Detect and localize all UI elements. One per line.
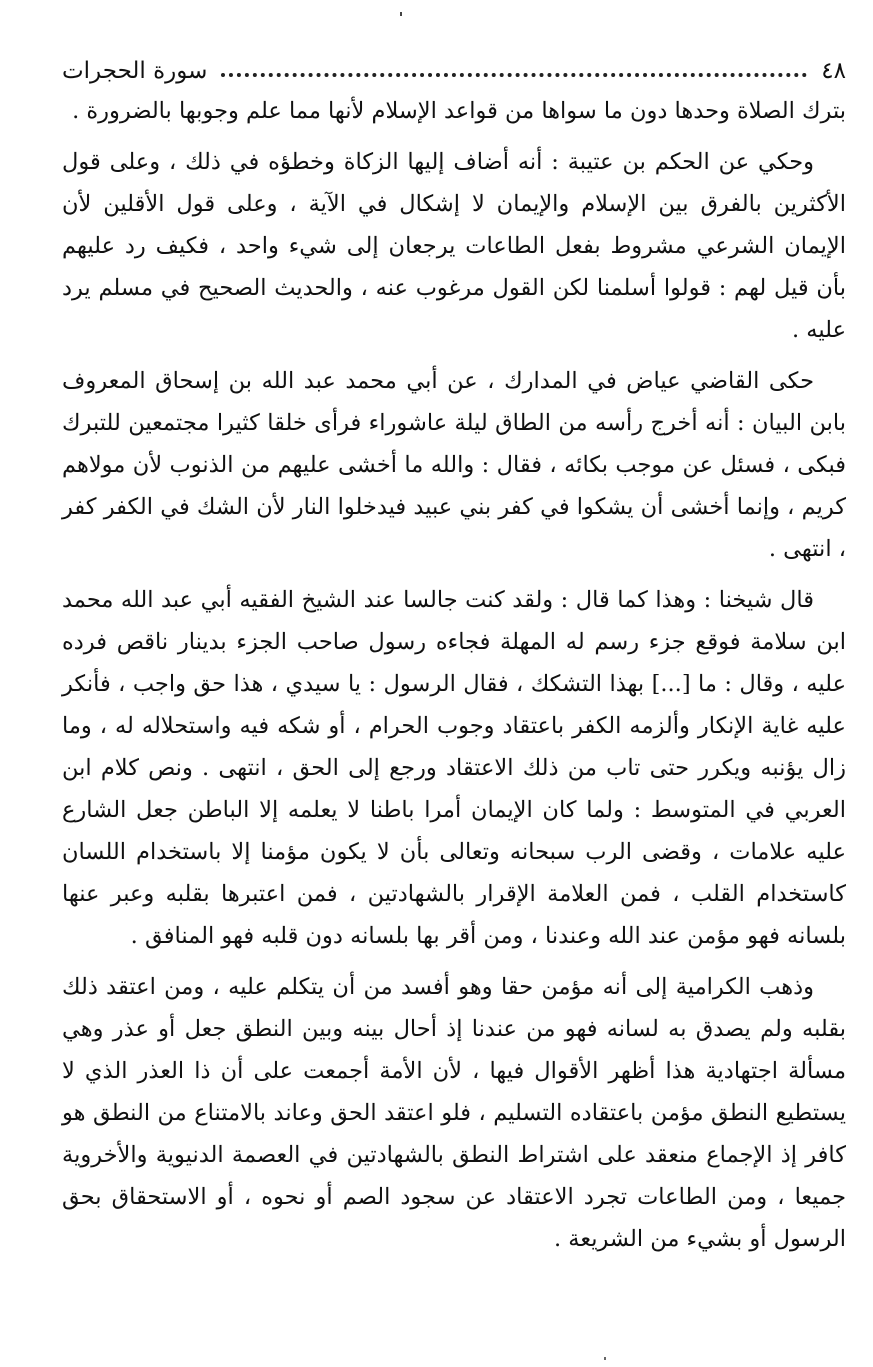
paragraph-4: قال شيخنا : وهذا كما قال : ولقد كنت جالسا عند الشيخ الفقيه أبي عبد الله محمد ابن سلامة فوقع جزء رسم له المهلة فجاءه رسول صاحب الجزء بدينار ناقص فرده عليه ، وقال : ما [...] بهذا التشكك ، فقال الرسول : يا سيدي ، هذا حق واجب ، فأنكر عليه غاية الإنكار وألزمه الكفر باعتقاد وجوب الحرام ، أو شكه فيه واستحلاله له ، وما زال يؤنبه ويكرر حتى تاب من ذلك الاعتقاد ورجع إلى الحق ، انتهى . ونص كلام ابن العربي في المتوسط : ولما كان الإيمان أمرا باطنا لا يعلمه إلا الباطن جعل الشارع عليه علامات ، وقضى الرب سبحانه وتعالى بأن لا يكون مؤمنا إلا باستخدام اللسان كاستخدام القلب ، فمن العلامة الإقرار بالشهادتين ، فمن اعتبرها بقلبه وعبر عنها بلسانه فهو مؤمن عند الله وعندنا ، ومن أقر بها بلسانه دون قلبه فهو المنافق . [62,587,846,949]
page-body [62,90,846,1260]
surah-title: سورة الحجرات [62,58,208,84]
page-number: ٤٨ [821,58,846,84]
header-dotted-leader [221,73,807,77]
paragraph-3: حكى القاضي عياض في المدارك ، عن أبي محمد عبد الله بن إسحاق المعروف بابن البيان : أنه أخرج رأسه من الطاق ليلة عاشوراء فرأى خلقا كثيرا مجتمعين للتبرك فبكى ، فسئل عن موجب بكائه ، فقال : والله ما أخشى عليهم من الذنوب لأن مولاهم كريم ، وإنما أخشى أن يشكوا في كفر بني عبيد فيدخلوا النار لأن الشك في الكفر كفر ، انتهى . [62,368,846,562]
paragraph-1: بترك الصلاة وحدها دون ما سواها من قواعد الإسلام لأنها مما علم وجوبها بالضرورة . [72,98,846,124]
page-header [62,52,846,90]
scan-mark-top [400,12,402,16]
paragraph-5: وذهب الكرامية إلى أنه مؤمن حقا وهو أفسد من أن يتكلم عليه ، ومن اعتقد ذلك بقلبه ولم يصدق به لسانه فهو من عندنا إذ أحال بينه وبين النطق جعل أو عذر وهي مسألة اجتهادية هذا أظهر الأقوال فيها ، لأن الأمة أجمعت على أن ذا العذر الذي لا يستطيع النطق مؤمن باعتقاده التسليم ، فلو اعتقد الحق وعاند بالامتناع من النطق هو كافر إذ الإجماع منعقد على اشتراط النطق بالشهادتين في العصمة الدنيوية والأخروية جميعا ، ومن الطاعات تجرد الاعتقاد عن سجود الصم أو نحوه ، أو الاستحقاق بحق الرسول أو بشيء من الشريعة . [62,974,846,1252]
scan-mark-bottom [604,1357,606,1360]
book-page [62,52,846,1260]
paragraph-2: وحكي عن الحكم بن عتيبة : أنه أضاف إليها الزكاة وخطؤه في ذلك ، وعلى قول الأكثرين بالفرق بين الإسلام والإيمان لا إشكال في الآية ، وعلى قول الأقلين لأن الإيمان الشرعي مشروط بفعل الطاعات يرجعان إلى شيء واحد ، فكيف رد عليهم بأن قيل لهم : قولوا أسلمنا لكن القول مرغوب عنه ، والحديث الصحيح في مسلم يرد عليه . [62,149,846,343]
